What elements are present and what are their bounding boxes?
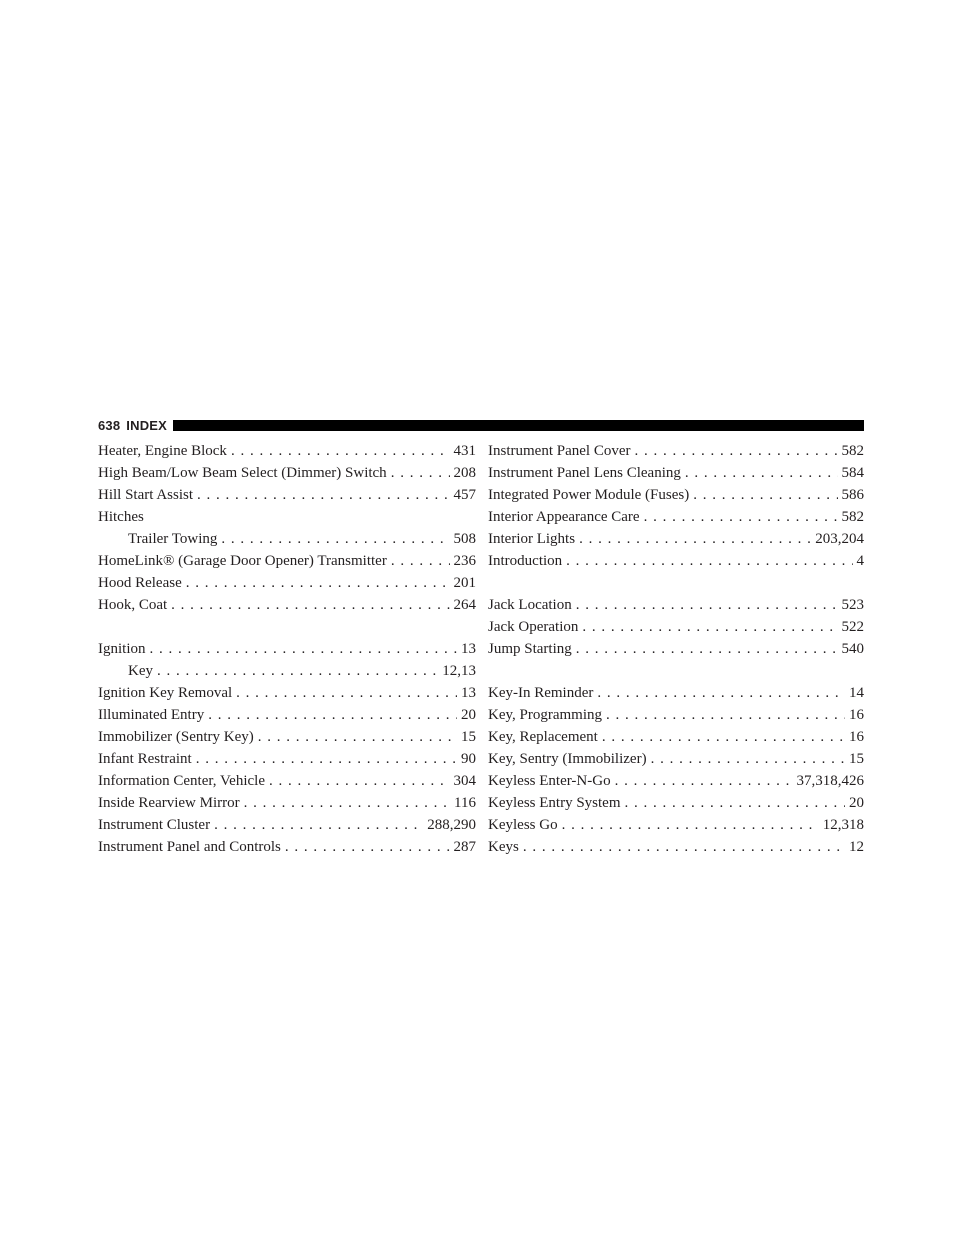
entry-label: Hitches — [98, 509, 144, 525]
entry-page: 586 — [841, 487, 864, 503]
entry-label: Ignition — [98, 641, 146, 657]
index-entry — [488, 594, 864, 616]
entry-page: 16 — [849, 707, 864, 723]
entry-label: Hook, Coat — [98, 597, 168, 613]
entry-label: Keyless Go — [488, 817, 558, 833]
entry-label: Hood Release — [98, 575, 182, 591]
dot-leader — [269, 770, 450, 792]
group-spacer — [488, 660, 864, 682]
entry-label: Hill Start Assist — [98, 487, 194, 503]
dot-leader — [685, 462, 838, 484]
index-entry — [488, 484, 864, 506]
section-title: INDEX — [126, 417, 168, 433]
index-entry — [98, 704, 476, 726]
group-spacer — [98, 616, 476, 638]
entry-label: Instrument Panel and Controls — [98, 839, 281, 855]
index-subentry — [98, 528, 476, 550]
entry-page: 12,318 — [822, 817, 864, 833]
entry-page: 540 — [841, 641, 864, 657]
dot-leader — [523, 836, 845, 858]
dot-leader — [157, 660, 438, 682]
entry-page: 12 — [849, 839, 864, 855]
entry-label: Key-In Reminder — [488, 685, 594, 701]
entry-label: Jack Location — [488, 597, 572, 613]
entry-page: 37,318,426 — [796, 773, 864, 789]
dot-leader — [231, 440, 450, 462]
entry-label: Key, Programming — [488, 707, 603, 723]
dot-leader — [579, 528, 811, 550]
dot-leader — [597, 682, 845, 704]
dot-leader — [391, 550, 450, 572]
index-entry — [488, 704, 864, 726]
index-entry — [98, 770, 476, 792]
dot-leader — [562, 814, 819, 836]
index-entry — [488, 836, 864, 858]
entry-label: Keys — [488, 839, 519, 855]
dot-leader — [258, 726, 457, 748]
index-entry — [98, 594, 476, 616]
entry-label: Interior Appearance Care — [488, 509, 640, 525]
dot-leader — [236, 682, 457, 704]
index-entry — [98, 836, 476, 858]
index-entry — [488, 638, 864, 660]
entry-page: 15 — [849, 751, 864, 767]
entry-label: Key — [128, 663, 153, 679]
entry-page: 582 — [841, 509, 864, 525]
dot-leader — [625, 792, 846, 814]
index-entry — [98, 726, 476, 748]
index-column-left — [98, 440, 476, 858]
entry-label: Keyless Enter-N-Go — [488, 773, 611, 789]
index-entry — [488, 748, 864, 770]
dot-leader — [576, 594, 838, 616]
entry-label: Inside Rearview Mirror — [98, 795, 240, 811]
dot-leader — [606, 704, 845, 726]
dot-leader — [634, 440, 837, 462]
entry-page: 201 — [453, 575, 476, 591]
entry-page: 12,13 — [442, 663, 476, 679]
entry-label: Introduction — [488, 553, 563, 569]
entry-label: Trailer Towing — [128, 531, 218, 547]
entry-page: 304 — [453, 773, 476, 789]
index-entry — [98, 748, 476, 770]
index-entry — [488, 462, 864, 484]
index-subentry — [98, 660, 476, 682]
index-entry — [98, 462, 476, 484]
entry-label: Immobilizer (Sentry Key) — [98, 729, 254, 745]
entry-label: Information Center, Vehicle — [98, 773, 265, 789]
index-entry — [488, 550, 864, 572]
dot-leader — [651, 748, 845, 770]
entry-label: Key, Replacement — [488, 729, 598, 745]
entry-page: 582 — [841, 443, 864, 459]
entry-page: 457 — [453, 487, 476, 503]
dot-leader — [576, 638, 838, 660]
entry-page: 90 — [461, 751, 476, 767]
entry-label: Infant Restraint — [98, 751, 192, 767]
dot-leader — [582, 616, 837, 638]
index-entry — [98, 550, 476, 572]
dot-leader — [186, 572, 450, 594]
dot-leader — [602, 726, 845, 748]
entry-label: Integrated Power Module (Fuses) — [488, 487, 690, 503]
entry-page: 13 — [461, 685, 476, 701]
index-entry — [98, 638, 476, 660]
entry-page: 20 — [849, 795, 864, 811]
entry-page: 203,204 — [815, 531, 864, 547]
dot-leader — [244, 792, 450, 814]
entry-label: Instrument Cluster — [98, 817, 211, 833]
index-entry — [488, 682, 864, 704]
entry-page: 431 — [453, 443, 476, 459]
entry-label: HomeLink® (Garage Door Opener) Transmitter — [98, 553, 387, 569]
entry-label: Heater, Engine Block — [98, 443, 227, 459]
index-entry — [98, 792, 476, 814]
entry-label: High Beam/Low Beam Select (Dimmer) Switch — [98, 465, 387, 481]
entry-label: Keyless Entry System — [488, 795, 621, 811]
entry-label: Key, Sentry (Immobilizer) — [488, 751, 647, 767]
index-entry — [98, 814, 476, 836]
group-spacer — [488, 572, 864, 594]
dot-leader — [196, 748, 457, 770]
dot-leader — [197, 484, 449, 506]
dot-leader — [221, 528, 449, 550]
dot-leader — [208, 704, 457, 726]
dot-leader — [285, 836, 450, 858]
entry-label: Instrument Panel Cover — [488, 443, 631, 459]
index-entry — [488, 440, 864, 462]
header-rule — [173, 420, 864, 431]
index-entry — [488, 528, 864, 550]
entry-label: Jump Starting — [488, 641, 572, 657]
entry-page: 16 — [849, 729, 864, 745]
dot-leader — [171, 594, 449, 616]
index-entry — [488, 770, 864, 792]
dot-leader — [693, 484, 837, 506]
entry-page: 13 — [461, 641, 476, 657]
entry-page: 584 — [841, 465, 864, 481]
entry-page: 15 — [461, 729, 476, 745]
entry-page: 14 — [849, 685, 864, 701]
entry-label: Interior Lights — [488, 531, 576, 547]
index-entry — [488, 616, 864, 638]
dot-leader — [150, 638, 458, 660]
entry-label: Jack Operation — [488, 619, 579, 635]
entry-page: 4 — [856, 553, 864, 569]
entry-page: 20 — [461, 707, 476, 723]
entry-label: Instrument Panel Lens Cleaning — [488, 465, 681, 481]
entry-label: Illuminated Entry — [98, 707, 205, 723]
index-entry — [488, 726, 864, 748]
dot-leader — [566, 550, 852, 572]
index-entry — [98, 440, 476, 462]
entry-page: 236 — [453, 553, 476, 569]
dot-leader — [391, 462, 450, 484]
page-header — [98, 417, 864, 433]
index-entry — [488, 792, 864, 814]
page-number: 638 — [98, 417, 121, 433]
index-column-right — [488, 440, 864, 858]
entry-page: 116 — [454, 795, 476, 811]
index-entry — [98, 572, 476, 594]
index-entry — [488, 506, 864, 528]
dot-leader — [644, 506, 838, 528]
index-entry — [488, 814, 864, 836]
entry-page: 508 — [453, 531, 476, 547]
entry-page: 522 — [841, 619, 864, 635]
index-entry — [98, 682, 476, 704]
dot-leader — [214, 814, 423, 836]
dot-leader — [615, 770, 793, 792]
entry-page: 208 — [453, 465, 476, 481]
entry-page: 288,290 — [427, 817, 476, 833]
entry-page: 523 — [841, 597, 864, 613]
entry-label: Ignition Key Removal — [98, 685, 233, 701]
index-entry — [98, 484, 476, 506]
index-entry — [98, 506, 476, 528]
entry-page: 287 — [453, 839, 476, 855]
entry-page: 264 — [453, 597, 476, 613]
